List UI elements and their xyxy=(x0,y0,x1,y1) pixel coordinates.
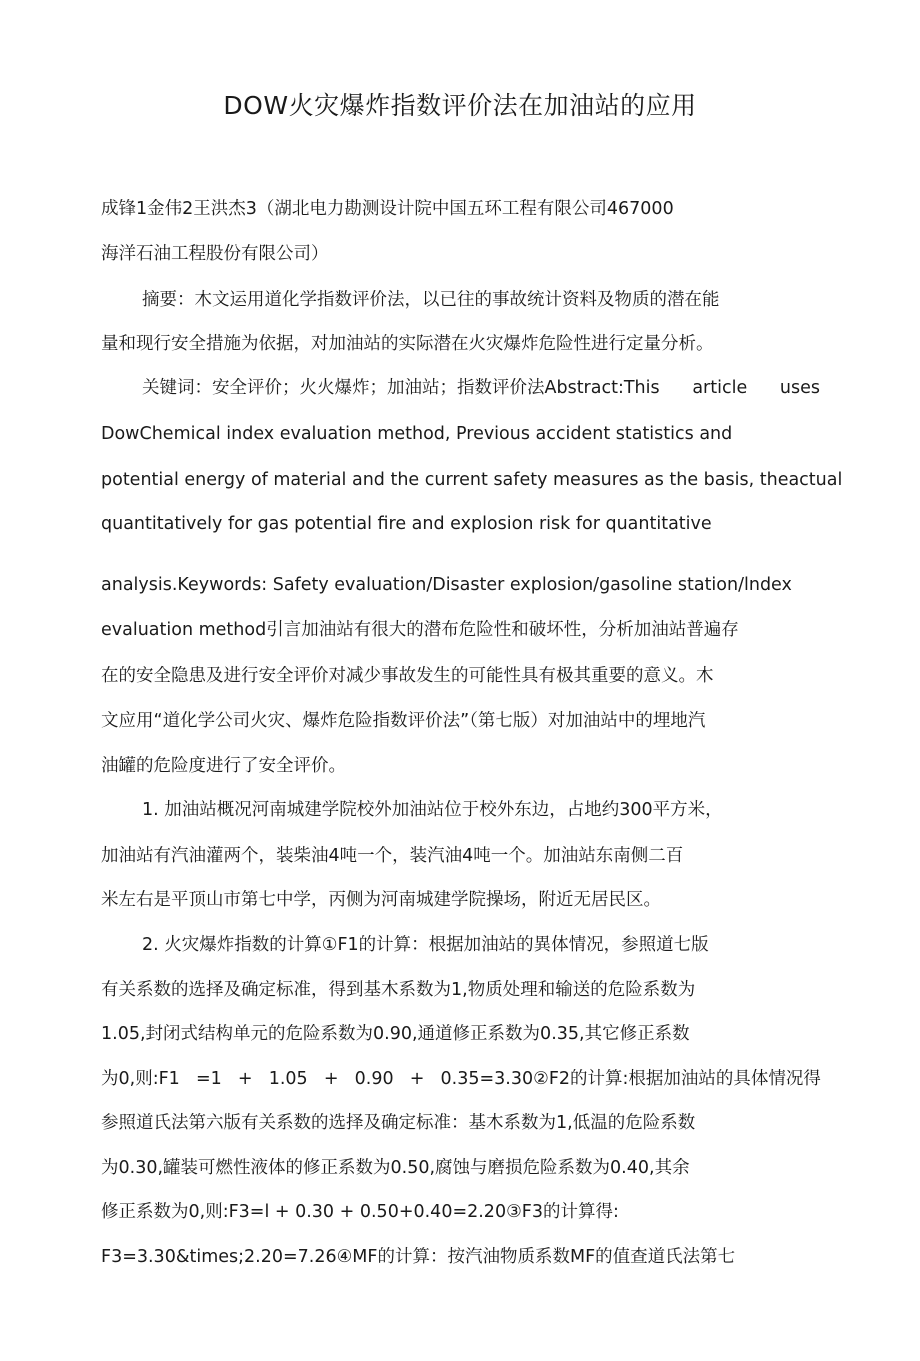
formula-part: 为0,则:F1 xyxy=(101,1069,180,1089)
formula-line: F3=3.30&times;2.20=7.26④MF的计算：按汽油物质系数MF的值查道氏法第七 xyxy=(101,1247,736,1267)
abstract-line: 摘要：木文运用道化学指数评价法，以已往的事故统计资料及物质的潜在能 xyxy=(142,290,720,310)
formula-part: 0.90 xyxy=(354,1069,394,1089)
abstract-en-line: DowChemical index evaluation method, Previous accident statistics and xyxy=(101,424,733,444)
abstract-en-line: potential energy of material and the current safety measures as the basis, theactual xyxy=(101,470,843,490)
section1-line: 加油站有汽油灌两个，装柴油4吨一个，装汽油4吨一个。加油站东南侧二百 xyxy=(101,846,684,866)
formula-part: 0.35=3.30②F2的计算:根据加油站的具体情况得 xyxy=(440,1069,821,1089)
formula-part: 1.05 xyxy=(268,1069,308,1089)
author-line: 成锋1金伟2王洪杰3（湖北电力勘测设计院中国五环工程有限公司467000 xyxy=(101,199,674,219)
intro-line: evaluation method引言加油站有很大的潜布危险性和破坏性，分析加油站普遍存 xyxy=(101,620,739,640)
section2-line: 为0.30,罐装可燃性液体的修正系数为0.50,腐蚀与磨损危险系数为0.40,其余 xyxy=(101,1158,690,1178)
section2-line: 参照道氏法第六版有关系数的选择及确定标准：基木系数为1,低温的危险系数 xyxy=(101,1113,696,1133)
intro-line: 在的安全隐患及进行安全评价对减少事故发生的可能性具有极其重要的意义。木 xyxy=(101,666,714,686)
intro-line: 文应用“道化学公司火灾、爆炸危险指数评价法”（第七版）对加油站中的埋地汽 xyxy=(101,711,706,731)
section1-line: 1. 加油站概况河南城建学院校外加油站位于校外东边，占地约300平方米， xyxy=(142,800,723,820)
abstract-line: 量和现行安全措施为依据，对加油站的实际潜在火灾爆炸危险性进行定量分析。 xyxy=(101,334,714,354)
section2-line: 2. 火灾爆炸指数的计算①F1的计算：根据加油站的異体情况，参照道七版 xyxy=(142,935,709,955)
keywords-text: 关键词：安全评价；火火爆炸；加油站；指数评价法Abstract:This xyxy=(142,378,660,398)
formula-part: =1 xyxy=(195,1069,222,1089)
affiliation-line: 海洋石油工程股份有限公司） xyxy=(101,244,329,264)
keywords-text: article xyxy=(692,378,748,398)
formula-line: 修正系数为0,则:F3=l + 0.30 + 0.50+0.40=2.20③F3的计算得: xyxy=(101,1202,619,1222)
abstract-en-line: quantitatively for gas potential fire and explosion risk for quantitative xyxy=(101,514,712,534)
keywords-text: uses xyxy=(779,378,820,398)
page-title: DOW火灾爆炸指数评价法在加油站的应用 xyxy=(223,91,697,120)
intro-line: 油罐的危险度进行了安全评价。 xyxy=(101,756,346,776)
keywords-line xyxy=(142,375,820,401)
formula-part: + xyxy=(323,1069,339,1089)
formula-part: + xyxy=(237,1069,253,1089)
section2-line: 有关系数的选择及确定标准，得到基木系数为1,物质处理和输送的危险系数为 xyxy=(101,980,696,1000)
formula-part: + xyxy=(409,1069,425,1089)
section1-line: 米左右是平顶山市第七中学，丙侧为河南城建学院操场，附近无居民区。 xyxy=(101,890,661,910)
section2-line: 1.05,封闭式结构单元的危险系数为0.90,通道修正系数为0.35,其它修正系数 xyxy=(101,1024,690,1044)
keywords-en-line: analysis.Keywords: Safety evaluation/Disaster explosion/gasoline station/lndex xyxy=(101,575,792,595)
formula-line xyxy=(101,1066,821,1092)
